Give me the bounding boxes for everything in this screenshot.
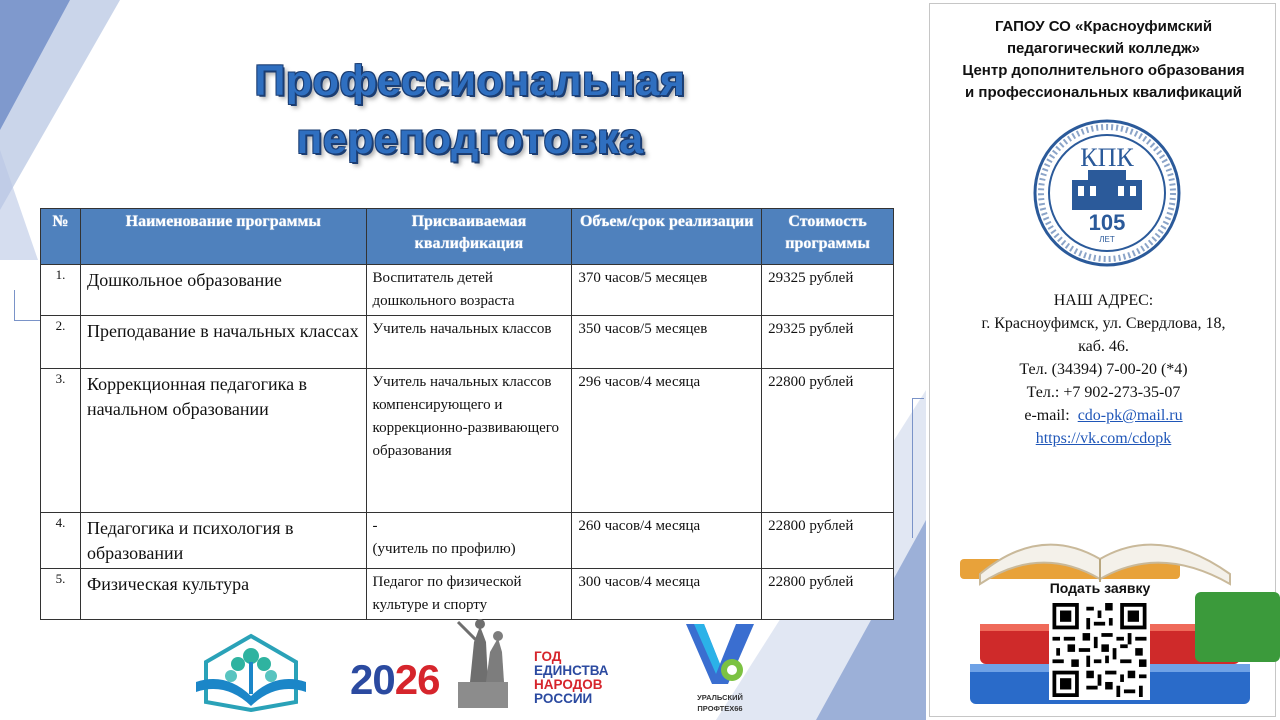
table-row — [41, 369, 894, 513]
emblem-years-label: ЛЕТ — [1099, 235, 1115, 244]
organization-name — [930, 16, 1277, 104]
cell-num: 5. — [41, 569, 81, 620]
ural-line: УРАЛЬСКИЙ — [697, 693, 743, 702]
emblem-years: 105 — [1088, 210, 1126, 235]
organization-line: педагогический колледж» — [1006, 40, 1201, 57]
qr-code-icon[interactable] — [1049, 600, 1150, 700]
table-row — [41, 316, 894, 369]
title-line: переподготовка — [296, 115, 644, 163]
cell-cost: 22800 рублей — [762, 513, 894, 569]
organization-line: Центр дополнительного образования — [962, 62, 1245, 79]
year-of-unity-logo — [348, 612, 628, 712]
table-header-row — [41, 209, 894, 265]
title-line: Профессиональная — [254, 57, 686, 105]
cell-cost: 29325 рублей — [762, 316, 894, 369]
address-line: каб. 46. — [1078, 338, 1129, 355]
cell-num: 3. — [41, 369, 81, 513]
organization-line: ГАПОУ СО «Красноуфимский — [994, 18, 1213, 35]
cell-cost: 29325 рублей — [762, 265, 894, 316]
cell-num: 4. — [41, 513, 81, 569]
header-qualification: Присваиваемая квалификация — [366, 209, 572, 265]
decor-triangle — [0, 150, 38, 260]
ural-proftech-logo — [680, 620, 760, 715]
slogan-text — [534, 650, 609, 706]
address-heading: НАШ АДРЕС: — [1053, 292, 1154, 309]
cell-qualification: Педагог по физической культуре и спорту — [366, 569, 572, 620]
decor-triangle — [0, 0, 70, 130]
slogan-line: РОССИИ — [534, 691, 593, 706]
cell-name: Педагогика и психология в образовании — [80, 513, 366, 569]
qualification-line: (учитель по профилю) — [372, 541, 516, 557]
cell-cost: 22800 рублей — [762, 369, 894, 513]
table-row — [41, 265, 894, 316]
qualification-line: - — [372, 518, 378, 534]
cell-num: 1. — [41, 265, 81, 316]
address-block — [930, 289, 1277, 450]
cell-volume: 296 часов/4 месяца — [572, 369, 762, 513]
cell-qualification: Учитель начальных классов компенсирующего и коррекционно-развивающего образования — [366, 369, 572, 513]
cell-name: Коррекционная педагогика в начальном образовании — [80, 369, 366, 513]
cell-qualification: Учитель начальных классов — [366, 316, 572, 369]
slogan-line: ЕДИНСТВА — [534, 663, 609, 678]
header-volume: Объем/срок реализации — [572, 209, 762, 265]
header-cost: Стоимость программы — [762, 209, 894, 265]
decor-line — [912, 398, 913, 538]
organization-line: и профессиональных квалификаций — [965, 84, 1242, 101]
cell-name: Физическая культура — [80, 569, 366, 620]
decor-line — [912, 398, 924, 399]
cell-volume: 370 часов/5 месяцев — [572, 265, 762, 316]
year-red: 26 — [394, 656, 440, 703]
cell-qualification — [366, 513, 572, 569]
ural-caption — [680, 692, 760, 714]
year-blue: 20 — [350, 656, 395, 703]
slogan-line: ГОД — [534, 649, 562, 664]
email-row — [930, 404, 1277, 427]
cell-volume: 300 часов/4 месяца — [572, 569, 762, 620]
address-line: г. Красноуфимск, ул. Свердлова, 18, — [981, 315, 1226, 332]
phone-text: Тел. (34394) 7-00-20 (*4) — [1019, 361, 1188, 378]
monument-icon — [428, 612, 528, 712]
ural-line: ПРОФТЕХ66 — [697, 704, 743, 713]
programs-table — [40, 208, 894, 620]
college-emblem-logo — [1032, 118, 1182, 268]
cell-cost: 22800 рублей — [762, 569, 894, 620]
phone-text: Тел.: +7 902-273-35-07 — [1026, 384, 1181, 401]
cell-volume: 350 часов/5 месяцев — [572, 316, 762, 369]
header-num: № — [41, 209, 81, 265]
emblem-abbr: КПК — [1080, 143, 1134, 172]
cell-qualification: Воспитатель детей дошкольного возраста — [366, 265, 572, 316]
cell-name: Преподавание в начальных классах — [80, 316, 366, 369]
cell-num: 2. — [41, 316, 81, 369]
decor-line — [14, 290, 15, 320]
email-link[interactable]: cdo-pk@mail.ru — [1077, 407, 1183, 424]
email-label: e-mail: — [1024, 407, 1070, 424]
ural-v-icon — [680, 620, 760, 690]
education-tree-logo — [186, 622, 316, 712]
year-text — [350, 656, 439, 704]
slogan-line: НАРОДОВ — [534, 677, 603, 692]
cell-name: Дошкольное образование — [80, 265, 366, 316]
header-name: Наименование программы — [80, 209, 366, 265]
page-title — [150, 52, 790, 168]
cell-volume: 260 часов/4 месяца — [572, 513, 762, 569]
apply-label: Подать заявку — [1049, 580, 1151, 596]
table-row — [41, 513, 894, 569]
vk-link[interactable]: https://vk.com/cdopk — [1035, 430, 1172, 447]
